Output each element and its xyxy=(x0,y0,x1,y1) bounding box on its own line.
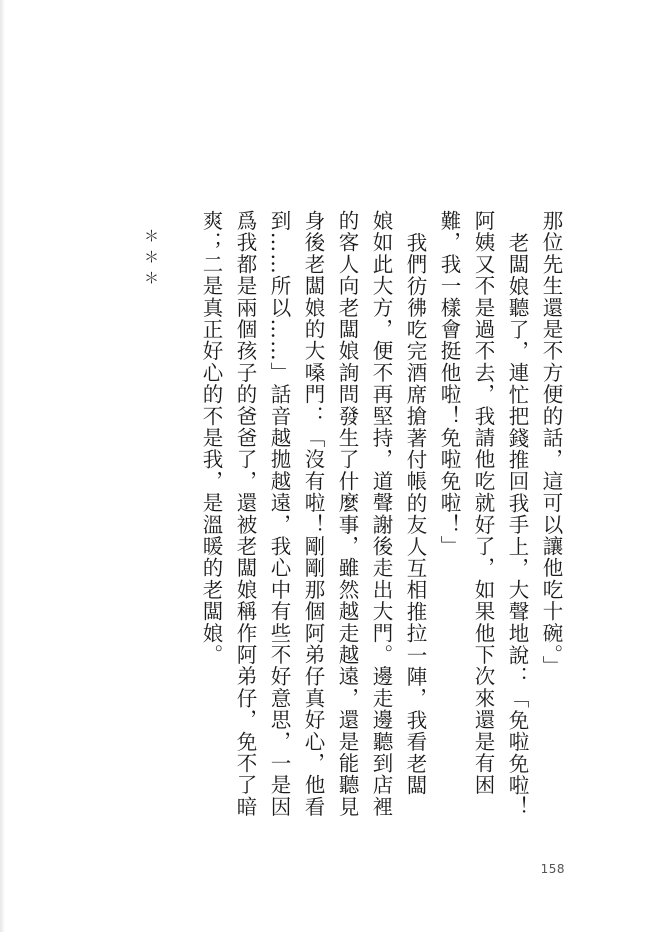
text-column: 阿姨又不是過不去，我請他吃就好了，如果他下次來還是有困 xyxy=(471,210,495,796)
page-gutter-shadow xyxy=(0,0,5,932)
text-column: 的客人向老闆娘詢問發生了什麼事，雖然越走越遠，還是能聽見 xyxy=(335,210,359,818)
text-column: 到……所以……」話音越拋越遠，我心中有些不好意思，一是因 xyxy=(267,210,291,818)
text-column: 爲我都是兩個孩子的爸爸了，還被老闆娘稱作阿弟仔，免不了暗 xyxy=(233,210,257,818)
text-column: 那位先生還是不方便的話，這可以讓他吃十碗。」 xyxy=(539,210,563,678)
text-column: 爽；二是真正好心的不是我，是溫暖的老闆娘。 xyxy=(199,210,223,666)
text-column: 我們彷彿吃完酒席搶著付帳的友人互相推拉一陣，我看老闆 xyxy=(403,232,427,797)
text-column: 身後老闆娘的大嗓門：「沒有啦！剛剛那個阿弟仔真好心，他看 xyxy=(301,210,325,818)
section-separator: ＊＊＊ xyxy=(142,228,160,291)
text-column: 娘如此大方，便不再堅持，道聲謝後走出大門。邊走邊聽到店裡 xyxy=(369,210,393,818)
text-column: 難，我一樣會挺他啦！免啦免啦！」 xyxy=(437,210,461,558)
vertical-text-block xyxy=(194,210,568,818)
text-column: 老闆娘聽了，連忙把錢推回我手上，大聲地說：「免啦免啦！ xyxy=(505,232,529,818)
page-number: 158 xyxy=(540,862,565,876)
